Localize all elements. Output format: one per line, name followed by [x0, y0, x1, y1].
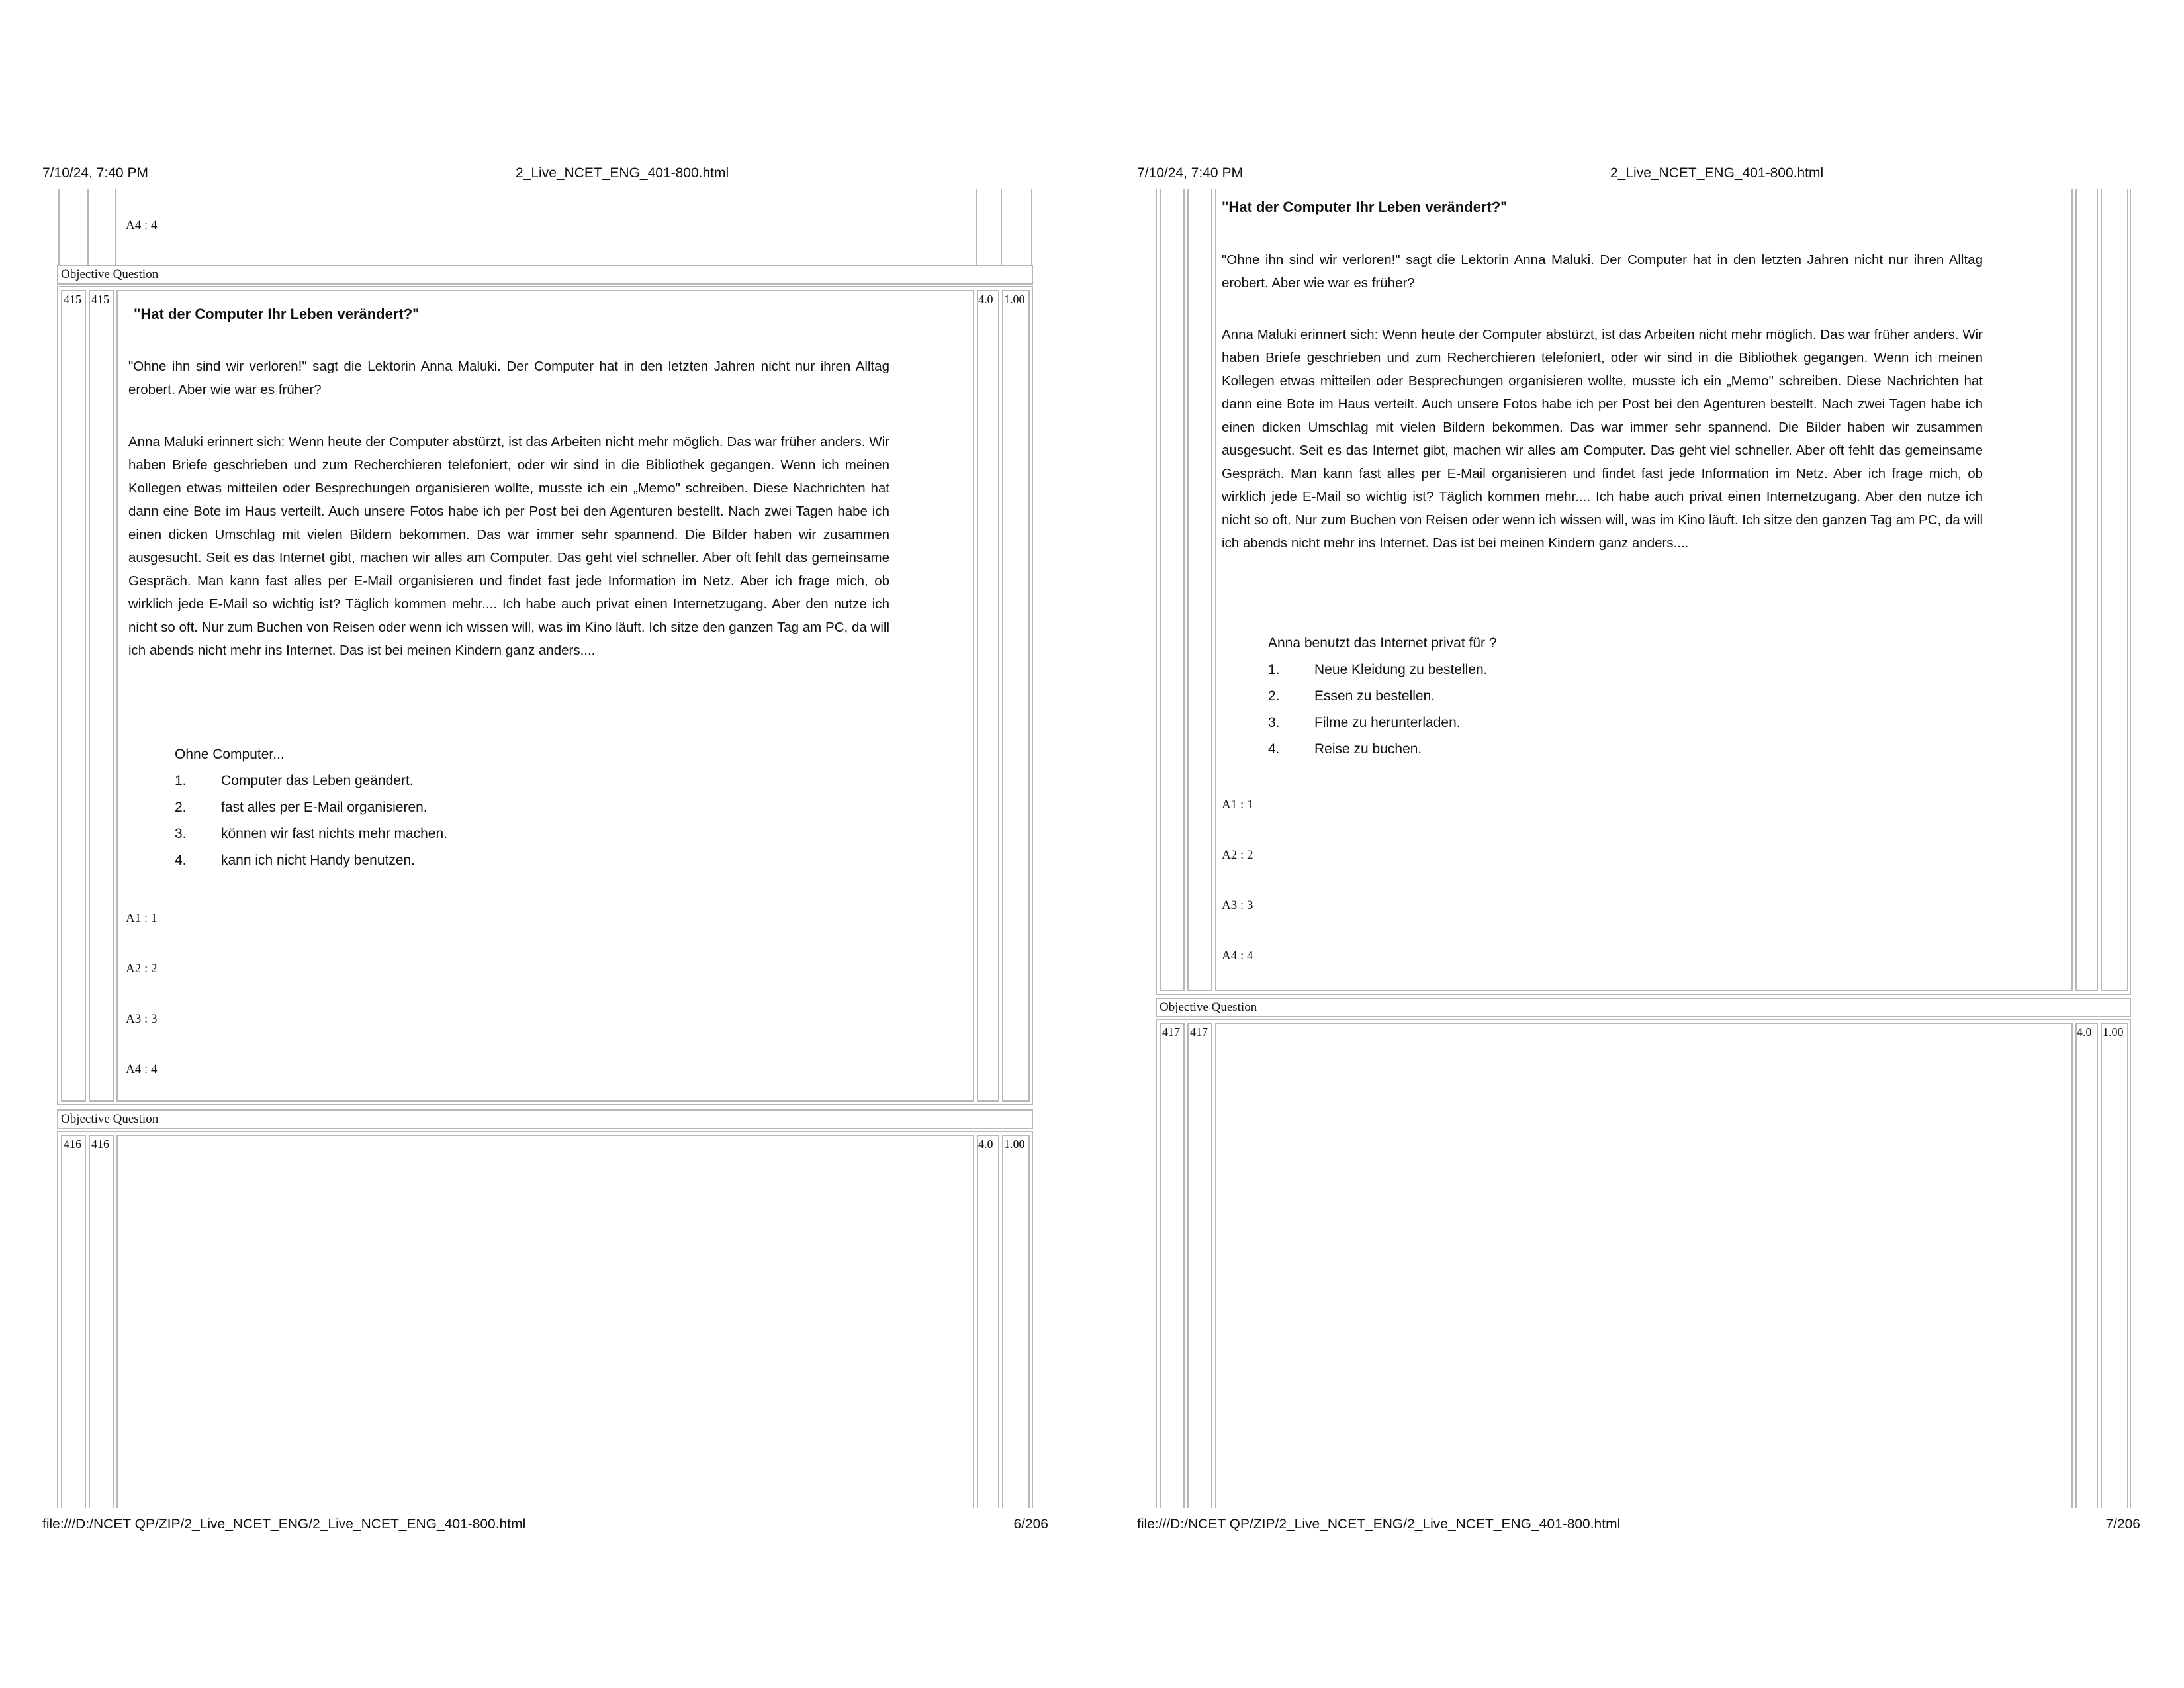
- section-label: Objective Question: [1160, 1000, 1257, 1014]
- answer-option: A1 : 1: [126, 912, 158, 925]
- table-border: [58, 189, 60, 265]
- footer-file-path: file:///D:/NCET QP/ZIP/2_Live_NCET_ENG/2_Live_NCET_ENG_401-800.html: [42, 1517, 526, 1532]
- option-item: 3. Filme zu herunterladen.: [1268, 715, 1461, 730]
- option-item: 4. kann ich nicht Handy benutzen.: [175, 853, 416, 868]
- footer-page-number: 6/206: [1013, 1517, 1048, 1532]
- question-cell: [1215, 1023, 2073, 1508]
- table-cell: [61, 1135, 86, 1508]
- table-border: [1031, 189, 1032, 265]
- section-bar: [1156, 998, 2131, 1017]
- option-item: 2. fast alles per E-Mail organisieren.: [175, 800, 428, 815]
- question-prompt: Anna benutzt das Internet privat für ?: [1268, 635, 1497, 651]
- option-item: 3. können wir fast nichts mehr machen.: [175, 826, 447, 841]
- section-bar: [57, 1109, 1033, 1129]
- header-filename: 2_Live_NCET_ENG_401-800.html: [516, 165, 729, 181]
- option-item: 2. Essen zu bestellen.: [1268, 688, 1435, 704]
- table-cell: [1160, 1023, 1185, 1508]
- answer-option: A3 : 3: [1222, 898, 1253, 912]
- table-border: [87, 189, 89, 265]
- header-datetime: 7/10/24, 7:40 PM: [1137, 165, 1243, 181]
- footer-file-path: file:///D:/NCET QP/ZIP/2_Live_NCET_ENG/2_Live_NCET_ENG_401-800.html: [1137, 1517, 1621, 1532]
- option-item: 1. Neue Kleidung zu bestellen.: [1268, 662, 1488, 677]
- table-cell: [2101, 1023, 2128, 1508]
- negative-marks: 1.00: [1004, 293, 1025, 306]
- question-id: 417: [1190, 1025, 1208, 1039]
- passage-paragraph: "Ohne ihn sind wir verloren!" sagt die Lektorin Anna Maluki. Der Computer hat in den letzten Jahren nicht nur ihren Alltag erobert. Aber wie war es früher?: [128, 359, 889, 397]
- passage-paragraph: "Ohne ihn sind wir verloren!" sagt die Lektorin Anna Maluki. Der Computer hat in den letzten Jahren nicht nur ihren Alltag erobert. Aber wie war es früher?: [1222, 252, 1983, 291]
- header-filename: 2_Live_NCET_ENG_401-800.html: [1610, 165, 1824, 181]
- option-item: 1. Computer das Leben geändert.: [175, 773, 414, 788]
- section-label: Objective Question: [61, 1112, 159, 1126]
- passage-paragraph: Anna Maluki erinnert sich: Wenn heute der Computer abstürzt, ist das Arbeiten nicht mehr möglich. Das war früher anders. Wir haben Briefe geschrieben und zum Recherchieren telefoniert, oder wir sind in die Bibliothek gegangen. Wenn ich meinen Kollegen etwas mitteilen oder Besprechungen organisieren wollte, musste ich ein „Memo" schreiben. Diese Nachrichten hat dann eine Bote im Haus verteilt. Auch unsere Fotos habe ich per Post bei den Agenturen bestellt. Nach zwei Tagen habe ich einen dicken Umschlag mit vielen Bildern bekommen. Das war immer sehr spannend. Die Bilder haben wir zusammen ausgesucht. Seit es das Internet gibt, machen wir alles am Computer. Das geht viel schneller. Aber oft fehlt das gemeinsame Gespräch. Man kann fast alles per E-Mail organisieren und findet fast jede Information im Netz. Aber ich frage mich, ob wirklich jede E-Mail so wichtig ist? Täglich kommen mehr.... Ich habe auch privat einen Internetzugang. Aber den nutze ich nicht so oft. Nur zum Buchen von Reisen oder wenn ich wissen will, was im Kino läuft. Ich sitze den ganzen Tag am PC, da will ich abends nicht mehr ins Internet. Das ist bei meinen Kindern ganz anders....: [1222, 327, 1983, 551]
- table-cell: [2075, 1023, 2098, 1508]
- option-item: 4. Reise zu buchen.: [1268, 741, 1422, 757]
- answer-option: A2 : 2: [126, 962, 158, 976]
- question-number: 415: [64, 293, 81, 306]
- answer-option: A1 : 1: [1222, 798, 1253, 812]
- section-bar: [57, 265, 1033, 285]
- table-cell: [977, 1135, 999, 1508]
- table-border: [1001, 189, 1002, 265]
- negative-marks: 1.00: [1004, 1137, 1025, 1150]
- table-cell: [2101, 189, 2128, 991]
- footer-page-number: 7/206: [2105, 1517, 2140, 1532]
- header-datetime: 7/10/24, 7:40 PM: [42, 165, 148, 181]
- table-cell: [61, 290, 86, 1102]
- table-cell: [1160, 189, 1185, 991]
- table-cell: [1002, 290, 1030, 1102]
- answer-option: A4 : 4: [126, 218, 158, 232]
- question-number: 416: [64, 1137, 81, 1150]
- question-number: 417: [1162, 1025, 1180, 1039]
- table-cell: [1187, 1023, 1212, 1508]
- question-cell: [116, 290, 974, 1102]
- marks: 4.0: [978, 293, 993, 306]
- question-title: "Hat der Computer Ihr Leben verändert?": [134, 306, 420, 322]
- table-cell: [89, 290, 114, 1102]
- question-id: 416: [91, 1137, 109, 1150]
- table-cell: [2075, 189, 2098, 991]
- question-prompt: Ohne Computer...: [175, 747, 285, 762]
- table-cell: [977, 290, 999, 1102]
- marks: 4.0: [978, 1137, 993, 1150]
- table-cell: [1002, 1135, 1030, 1508]
- negative-marks: 1.00: [2103, 1025, 2124, 1039]
- table-border: [115, 189, 116, 265]
- section-label: Objective Question: [61, 267, 159, 281]
- question-cell: [116, 1135, 974, 1508]
- question-title: "Hat der Computer Ihr Leben verändert?": [1222, 199, 1508, 215]
- table-cell: [1187, 189, 1212, 991]
- answer-option: A4 : 4: [1222, 949, 1253, 962]
- passage-paragraph: Anna Maluki erinnert sich: Wenn heute der Computer abstürzt, ist das Arbeiten nicht mehr möglich. Das war früher anders. Wir haben Briefe geschrieben und zum Recherchieren telefoniert, oder wir sind in die Bibliothek gegangen. Wenn ich meinen Kollegen etwas mitteilen oder Besprechungen organisieren wollte, musste ich ein „Memo" schreiben. Diese Nachrichten hat dann eine Bote im Haus verteilt. Auch unsere Fotos habe ich per Post bei den Agenturen bestellt. Nach zwei Tagen habe ich einen dicken Umschlag mit vielen Bildern bekommen. Das war immer sehr spannend. Die Bilder haben wir zusammen ausgesucht. Seit es das Internet gibt, machen wir alles am Computer. Das geht viel schneller. Aber oft fehlt das gemeinsame Gespräch. Man kann fast alles per E-Mail organisieren und findet fast jede Information im Netz. Aber ich frage mich, ob wirklich jede E-Mail so wichtig ist? Täglich kommen mehr.... Ich habe auch privat einen Internetzugang. Aber den nutze ich nicht so oft. Nur zum Buchen von Reisen oder wenn ich wissen will, was im Kino läuft. Ich sitze den ganzen Tag am PC, da will ich abends nicht mehr ins Internet. Das ist bei meinen Kindern ganz anders....: [128, 434, 889, 658]
- question-cell: [1215, 189, 2073, 991]
- print-page-right: [1092, 0, 2184, 1688]
- answer-option: A4 : 4: [126, 1062, 158, 1076]
- marks: 4.0: [2077, 1025, 2092, 1039]
- table-border: [976, 189, 977, 265]
- table-cell: [89, 1135, 114, 1508]
- question-id: 415: [91, 293, 109, 306]
- answer-option: A3 : 3: [126, 1012, 158, 1026]
- answer-option: A2 : 2: [1222, 848, 1253, 862]
